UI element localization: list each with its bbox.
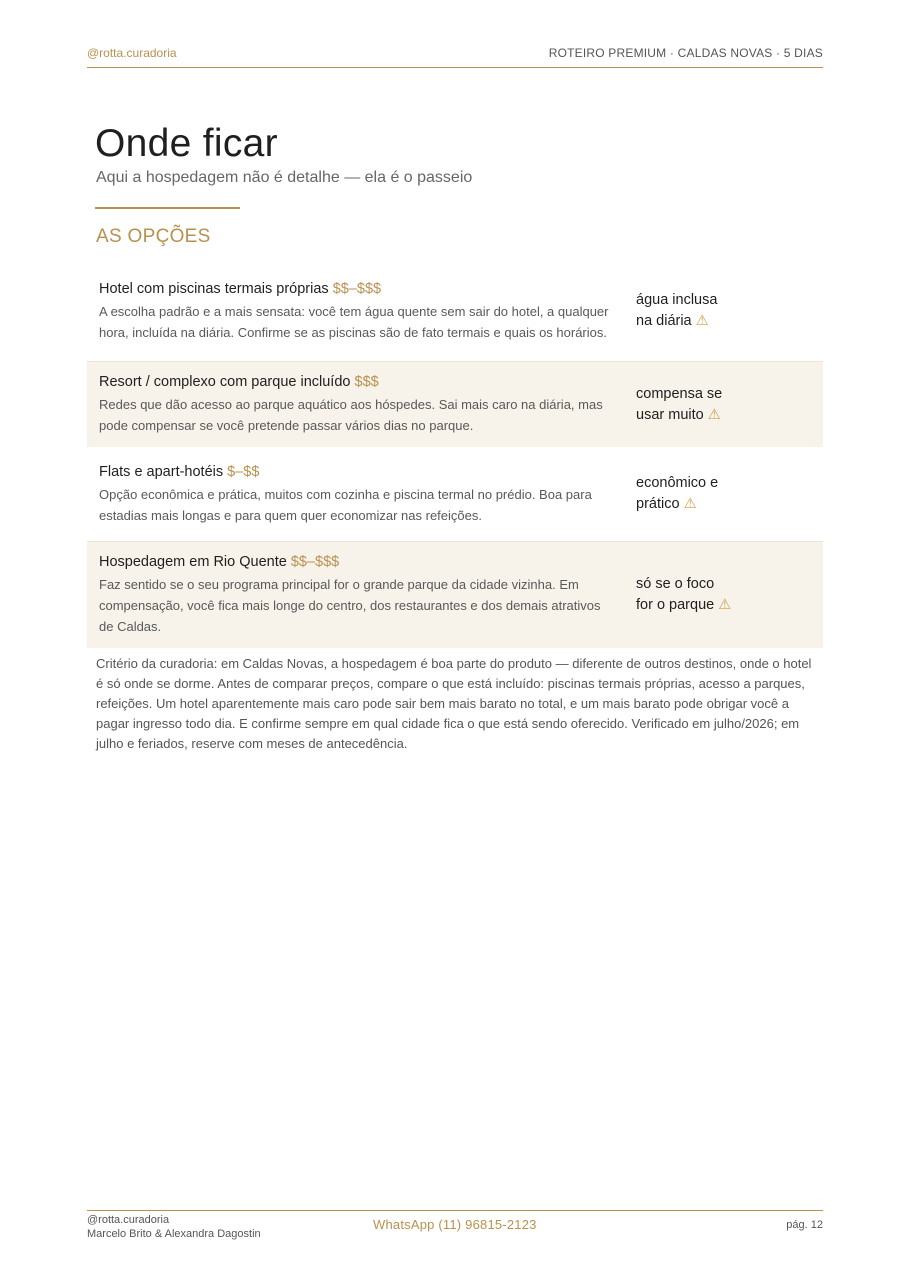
footer-credits bbox=[87, 1213, 261, 1241]
option-name-text: Hotel com piscinas termais próprias bbox=[99, 280, 329, 297]
option-price: $$$ bbox=[354, 374, 379, 390]
option-description: A escolha padrão e a mais sensata: você tem água quente sem sair do hotel, a qualquer hora, incluída na diária. Confirme se as piscinas são de fato termais e quais os horários. bbox=[99, 303, 609, 340]
whatsapp-contact: WhatsApp (11) 96815-2123 bbox=[373, 1217, 537, 1232]
option-note-line1: só se o foco bbox=[636, 576, 715, 592]
option-price: $–$$ bbox=[227, 463, 260, 480]
warning-icon: ⚠ bbox=[683, 496, 697, 512]
option-note-line2: usar muito bbox=[636, 406, 704, 423]
option-description: Faz sentido se o seu programa principal for o grande parque da cidade vizinha. Em compensação, você fica mais longe do centro, dos restaurantes e dos demais atrativos de Caldas. bbox=[99, 577, 601, 634]
page-subtitle: Aqui a hospedagem não é detalhe — ela é o passeio bbox=[96, 169, 473, 186]
page-number: pág. 12 bbox=[786, 1219, 823, 1231]
warning-icon: ⚠ bbox=[707, 406, 721, 423]
header-brand: @rotta.curadoria bbox=[87, 46, 177, 60]
option-note-line1: compensa se bbox=[636, 385, 723, 402]
footer-brand: @rotta.curadoria bbox=[87, 1214, 170, 1226]
section-title: AS OPÇÕES bbox=[96, 226, 211, 247]
option-main bbox=[87, 463, 614, 526]
option-note-line2: na diária bbox=[636, 313, 692, 329]
option-note bbox=[636, 574, 806, 616]
option-main bbox=[87, 373, 614, 436]
option-name-text: Hospedagem em Rio Quente bbox=[99, 554, 287, 570]
title-divider bbox=[95, 207, 240, 209]
curation-criteria-note: Critério da curadoria: em Caldas Novas, a hospedagem é boa parte do produto — diferente de outros destinos, onde o hotel é só onde se dorme. Antes de comparar preços, compare o que está incluído: piscinas termais próprias, acesso a parques, refeições. Um hotel aparentemente mais caro pode sair bem mais barato no total, e um mais barato pode obrigar você a pagar ingresso todo dia. E confirme sempre em qual cidade fica o que está sendo oferecido. Verificado em julho/2026; em julho e feriados, reserve com meses de antecedência. bbox=[96, 656, 812, 751]
option-name bbox=[99, 463, 614, 481]
option-price: $$–$$$ bbox=[290, 554, 340, 570]
option-note-line2: prático bbox=[636, 496, 680, 512]
option-name bbox=[99, 553, 614, 571]
option-name bbox=[99, 280, 614, 298]
option-note-line1: econômico e bbox=[636, 475, 719, 491]
option-price: $$–$$$ bbox=[332, 280, 382, 297]
option-description: Redes que dão acesso ao parque aquático aos hóspedes. Sai mais caro na diária, mas pode compensar se você pretende passar vários dias no parque. bbox=[99, 397, 603, 433]
option-note-line1: água inclusa bbox=[636, 292, 718, 308]
page-title: Onde ficar bbox=[95, 122, 278, 165]
warning-icon: ⚠ bbox=[718, 597, 732, 613]
page-header bbox=[87, 46, 823, 68]
option-name bbox=[99, 373, 614, 391]
option-note-line2: for o parque bbox=[636, 597, 715, 613]
option-name-text: Resort / complexo com parque incluído bbox=[99, 374, 351, 390]
header-document-title: ROTEIRO PREMIUM · CALDAS NOVAS · 5 DIAS bbox=[548, 46, 823, 60]
option-row bbox=[87, 362, 823, 447]
warning-icon: ⚠ bbox=[695, 313, 709, 329]
page-footer bbox=[87, 1210, 823, 1240]
option-row bbox=[87, 542, 823, 648]
option-main bbox=[87, 280, 614, 343]
option-note bbox=[636, 384, 806, 426]
option-description: Opção econômica e prática, muitos com cozinha e piscina termal no prédio. Boa para estadias mais longas e para quem quer economizar nas refeições. bbox=[99, 486, 592, 523]
option-note bbox=[636, 473, 806, 515]
option-row bbox=[87, 447, 823, 542]
option-name-text: Flats e apart-hotéis bbox=[99, 463, 224, 480]
option-main bbox=[87, 553, 614, 637]
footer-authors: Marcelo Brito & Alexandra Dagostin bbox=[87, 1228, 261, 1240]
option-row bbox=[87, 261, 823, 362]
option-note bbox=[636, 290, 806, 332]
options-list bbox=[87, 261, 823, 648]
